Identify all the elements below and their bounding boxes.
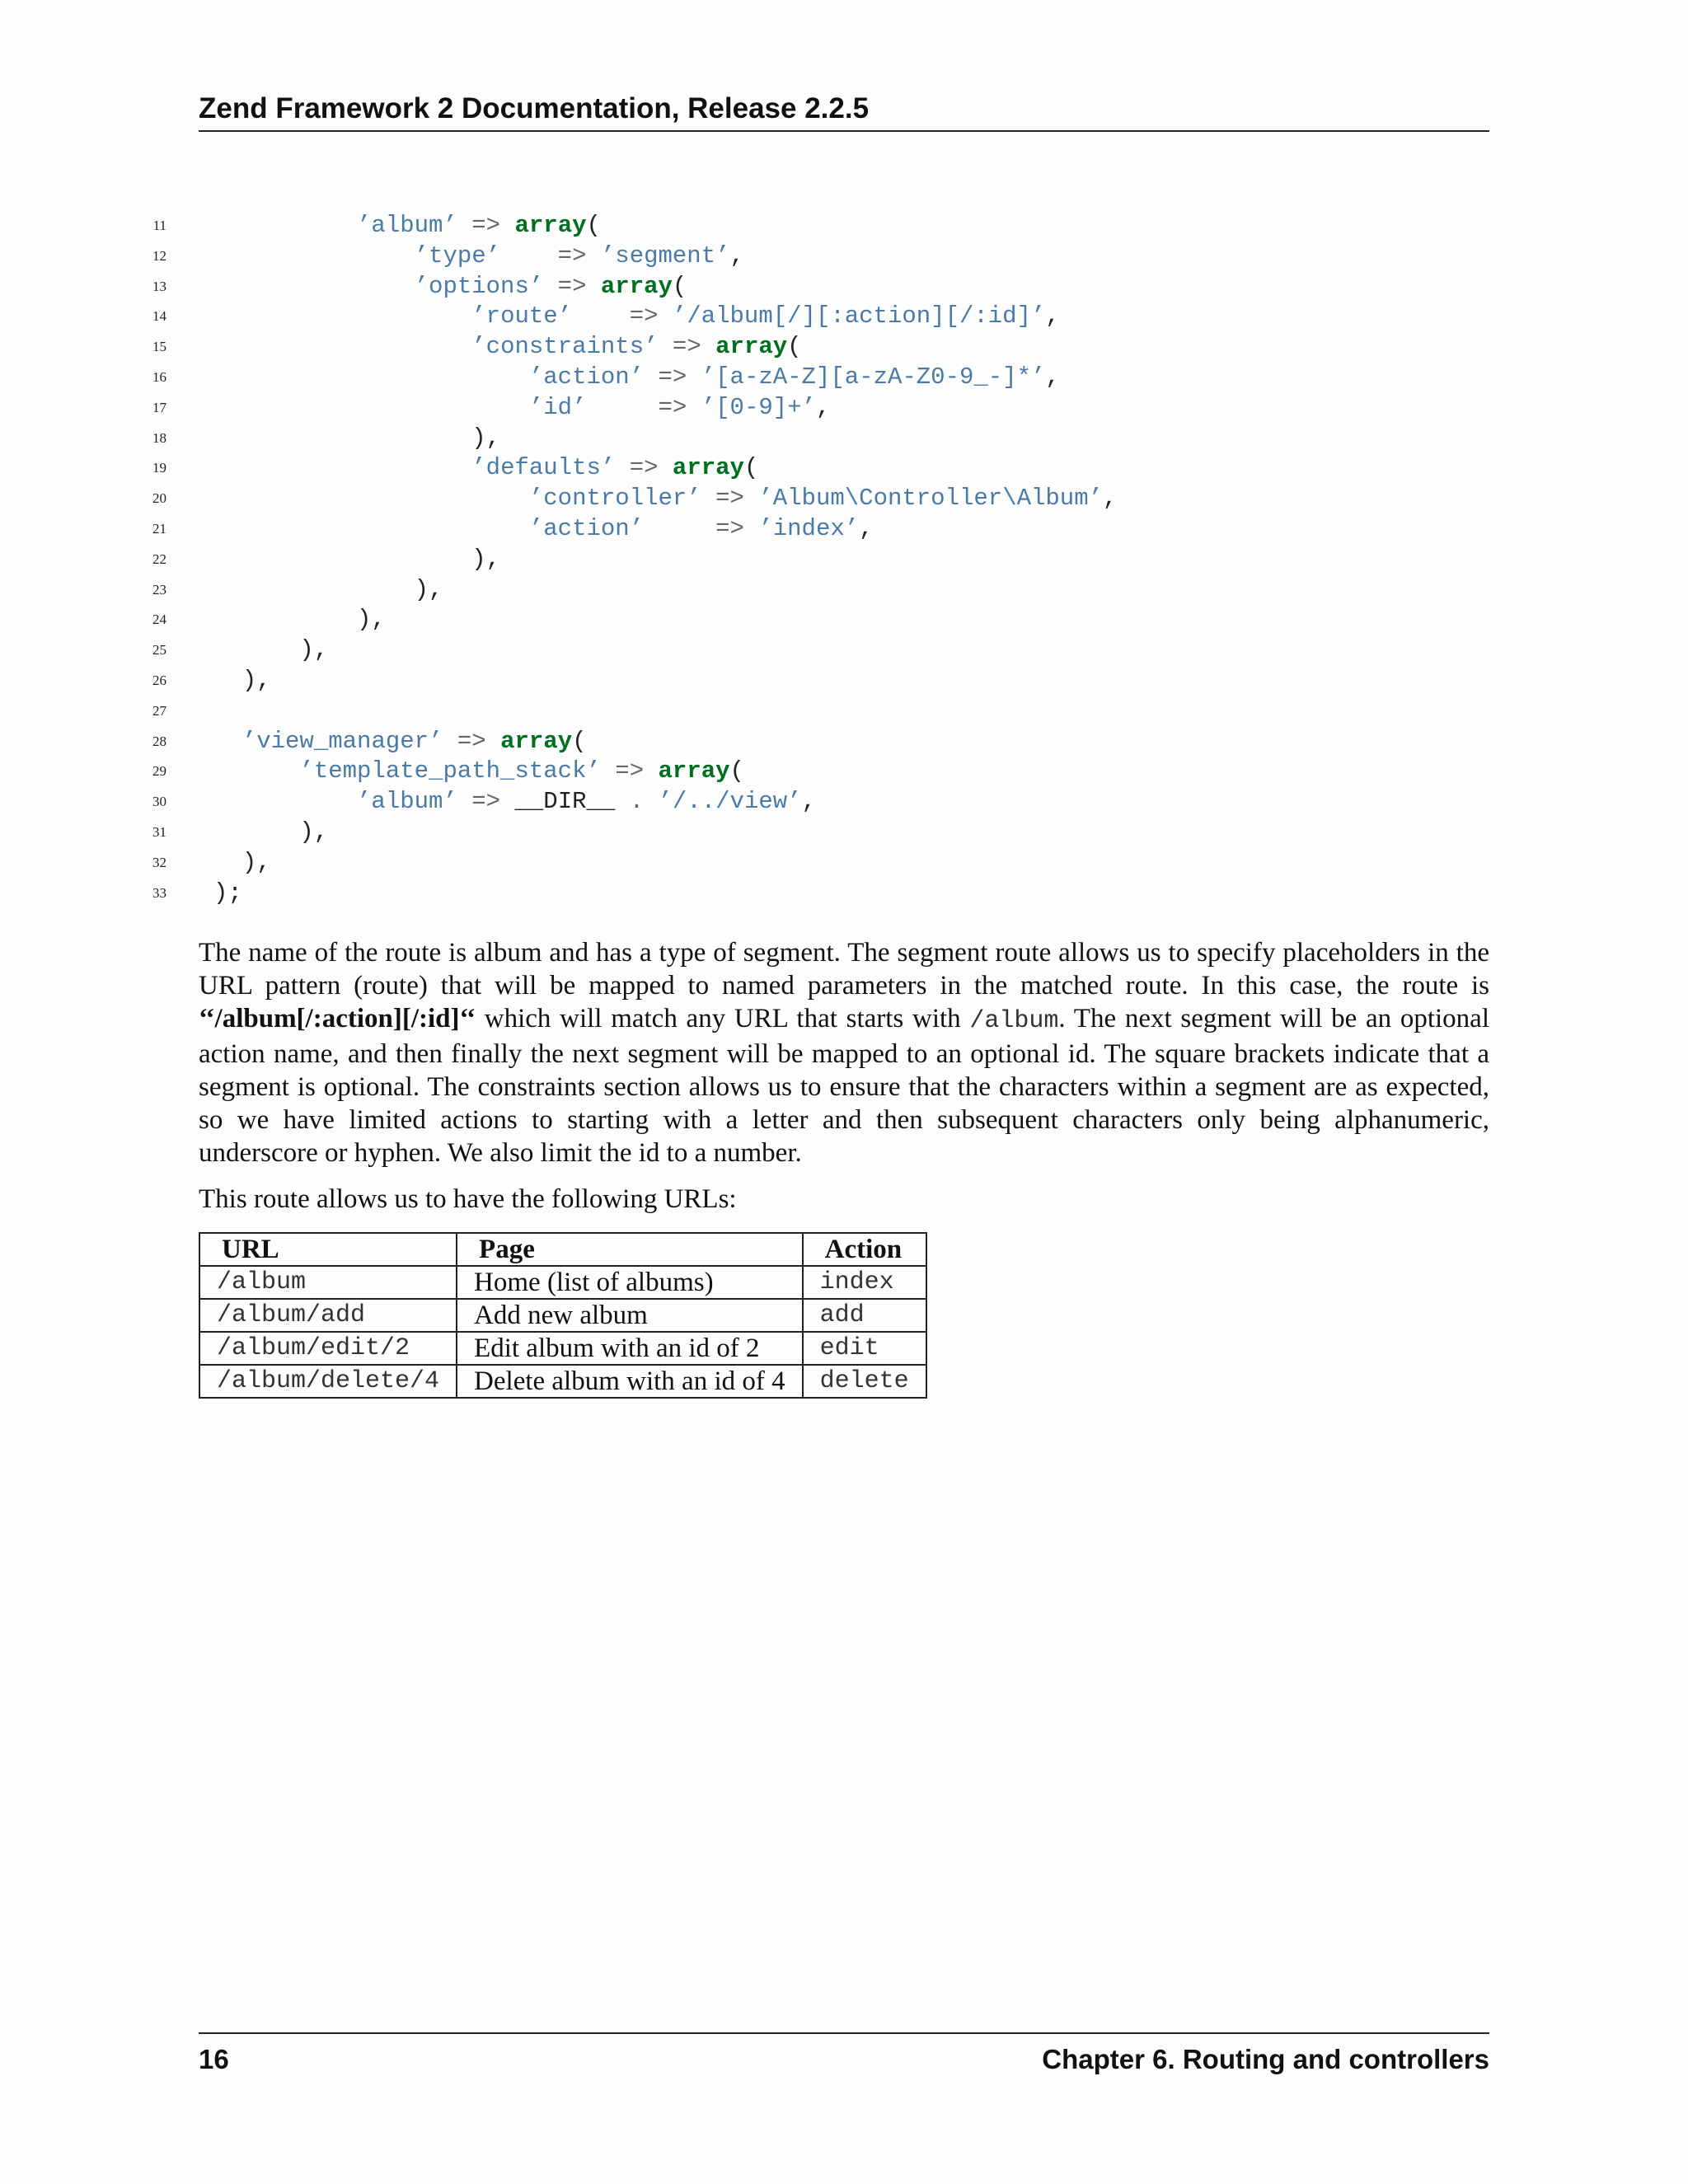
- code-token: array: [500, 727, 573, 755]
- page-cell: Add new album: [457, 1299, 803, 1332]
- code-line: [124, 332, 1492, 363]
- urls-table: [199, 1232, 927, 1399]
- code-token: ’route’: [471, 302, 573, 330]
- code-token: (: [586, 212, 601, 239]
- code-line: [124, 211, 1492, 241]
- action-cell: delete: [803, 1365, 926, 1398]
- line-number: 33: [152, 884, 166, 901]
- line-number: 24: [152, 612, 166, 628]
- code-line: [124, 424, 1492, 454]
- code-line: [124, 363, 1492, 393]
- code-token: =>: [644, 514, 759, 542]
- code-line: [124, 696, 1492, 727]
- code-text: [213, 332, 802, 363]
- code-line: [124, 393, 1492, 424]
- code-token: ’id’: [528, 393, 587, 421]
- code-token: ,: [729, 241, 744, 269]
- line-number: 14: [152, 308, 166, 325]
- action-cell: edit: [803, 1332, 926, 1365]
- code-token: =>: [701, 485, 759, 513]
- code-text: [213, 514, 874, 545]
- page-header: [199, 92, 1489, 132]
- line-number: 29: [152, 763, 166, 780]
- code-token: ),: [471, 424, 501, 452]
- paragraph-text: . The next segment will be an optional action name, and then finally the next segment will be mapped to an optional id. The square brackets indicate that a segment is optional. The constraints section allows us to ensure that the characters within a segment are as expected, so we have limited actions to starting with a letter and then subsequent characters only being alphanumeric, underscore or hyphen. We also limit the id to a number.: [199, 1004, 1489, 1168]
- line-number: 18: [152, 429, 166, 446]
- table-row: [199, 1266, 926, 1299]
- url-cell: /album/edit/2: [199, 1332, 457, 1365]
- code-line: [124, 757, 1492, 787]
- code-line: [124, 302, 1492, 332]
- table-header-row: [199, 1233, 926, 1266]
- code-token: (: [743, 454, 759, 482]
- code-token: ,: [801, 788, 816, 816]
- code-token: array: [658, 757, 730, 785]
- code-text: [213, 818, 328, 848]
- code-token: =>: [644, 363, 701, 391]
- code-token: =>: [615, 454, 673, 482]
- code-line: [124, 453, 1492, 484]
- line-number: 23: [152, 581, 166, 598]
- code-token: ,: [1103, 485, 1118, 513]
- code-token: .: [615, 788, 659, 816]
- code-token: =>: [658, 333, 716, 361]
- code-text: [213, 635, 328, 666]
- code-line: [124, 787, 1492, 818]
- line-number: 12: [152, 247, 166, 264]
- code-text: [213, 484, 1117, 514]
- code-token: array: [600, 272, 673, 300]
- code-text: [213, 879, 242, 909]
- code-line: [124, 666, 1492, 696]
- column-header-page: Page: [457, 1233, 803, 1266]
- code-token: ’defaults’: [471, 454, 616, 482]
- code-line: [124, 484, 1492, 514]
- code-line: [124, 727, 1492, 757]
- code-token: ’view_manager’: [241, 727, 443, 755]
- code-token: ),: [471, 545, 501, 573]
- code-token: ,: [859, 514, 874, 542]
- line-number: 30: [152, 794, 166, 810]
- code-text: [213, 787, 816, 818]
- code-text: [213, 453, 758, 484]
- code-token: ’album’: [357, 212, 457, 239]
- code-line: [124, 879, 1492, 909]
- code-block: [124, 211, 1492, 908]
- code-token: ’options’: [414, 272, 544, 300]
- code-text: [213, 211, 601, 241]
- action-cell: index: [803, 1266, 926, 1299]
- code-token: ’controller’: [528, 485, 701, 513]
- url-cell: /album/delete/4: [199, 1365, 457, 1398]
- code-token: ,: [1045, 302, 1060, 330]
- line-number: 21: [152, 520, 166, 537]
- line-number: 22: [152, 551, 166, 567]
- code-text: [213, 757, 744, 787]
- code-token: ,: [1045, 363, 1060, 391]
- code-text: [213, 848, 271, 879]
- url-cell: /album/add: [199, 1299, 457, 1332]
- code-token: ’/../view’: [658, 788, 802, 816]
- code-token: ’album’: [357, 788, 457, 816]
- code-token: ),: [299, 818, 329, 846]
- page-footer: [199, 2032, 1489, 2075]
- paragraph-text: The name of the route is album and has a type of segment. The segment route allows us to specify placeholders in the URL pattern (route) that will be mapped to named parameters in the matched route. In this case, the route is: [199, 938, 1489, 1001]
- page-number: 16: [199, 2044, 229, 2074]
- code-text: [213, 363, 1060, 393]
- code-token: ’[a-zA-Z][a-zA-Z0-9_-]*’: [701, 363, 1046, 391]
- code-token: =>: [500, 241, 601, 269]
- code-token: ),: [241, 848, 271, 876]
- code-token: (: [572, 727, 587, 755]
- code-token: array: [672, 454, 744, 482]
- code-text: [213, 424, 500, 454]
- code-text: [213, 545, 500, 575]
- code-text: [213, 272, 687, 302]
- code-line: [124, 575, 1492, 606]
- code-token: ’template_path_stack’: [299, 757, 601, 785]
- code-token: ’Album\Controller\Album’: [758, 485, 1104, 513]
- code-token: (: [729, 757, 744, 785]
- code-token: =>: [543, 272, 601, 300]
- code-text: [213, 393, 830, 424]
- code-text: [213, 605, 386, 635]
- code-token: __DIR__: [514, 788, 616, 816]
- code-line: [124, 848, 1492, 879]
- code-token: ,: [815, 393, 831, 421]
- line-number: 25: [152, 642, 166, 658]
- code-token: ’segment’: [600, 241, 730, 269]
- code-token: ’action’: [528, 363, 645, 391]
- code-text: [213, 575, 443, 606]
- code-text: [213, 241, 744, 272]
- column-header-url: URL: [199, 1233, 457, 1266]
- code-token: (: [672, 272, 687, 300]
- chapter-title: Chapter 6. Routing and controllers: [1042, 2044, 1489, 2074]
- code-line: [124, 818, 1492, 848]
- line-number: 32: [152, 854, 166, 870]
- paragraph-text: which will match any URL that starts with: [476, 1004, 970, 1033]
- code-token: =>: [457, 212, 515, 239]
- code-token: );: [213, 879, 242, 907]
- line-number: 26: [152, 672, 166, 688]
- inline-code: /album: [969, 1007, 1059, 1035]
- line-number: 13: [152, 278, 166, 294]
- line-number: 31: [152, 823, 166, 840]
- line-number: 19: [152, 460, 166, 476]
- code-token: ),: [414, 575, 443, 603]
- table-row: [199, 1332, 926, 1365]
- code-token: =>: [586, 393, 701, 421]
- code-token: ’index’: [758, 514, 860, 542]
- page-cell: Delete album with an id of 4: [457, 1365, 803, 1398]
- code-token: array: [514, 212, 587, 239]
- code-text: [213, 727, 587, 757]
- line-number: 20: [152, 490, 166, 507]
- code-line: [124, 272, 1492, 302]
- document-title: Zend Framework 2 Documentation, Release 2.2.5: [199, 92, 870, 124]
- code-line: [124, 241, 1492, 272]
- code-token: array: [715, 333, 788, 361]
- code-token: ’constraints’: [471, 333, 659, 361]
- column-header-action: Action: [803, 1233, 926, 1266]
- url-cell: /album: [199, 1266, 457, 1299]
- code-text: [213, 666, 271, 696]
- code-token: ),: [357, 606, 386, 634]
- code-line: [124, 545, 1492, 575]
- table-row: [199, 1365, 926, 1398]
- line-number: 15: [152, 339, 166, 355]
- code-line: [124, 635, 1492, 666]
- page-cell: Edit album with an id of 2: [457, 1332, 803, 1365]
- code-token: =>: [443, 727, 501, 755]
- line-number: 16: [152, 368, 166, 385]
- code-token: ’type’: [414, 241, 501, 269]
- line-number: 28: [152, 733, 166, 749]
- line-number: 27: [152, 702, 166, 719]
- table-row: [199, 1299, 926, 1332]
- code-line: [124, 605, 1492, 635]
- code-text: [213, 302, 1060, 332]
- code-token: (: [787, 333, 802, 361]
- code-token: ’[0-9]+’: [701, 393, 816, 421]
- line-number: 17: [152, 399, 166, 415]
- code-token: =>: [572, 302, 673, 330]
- line-number: 11: [152, 218, 166, 233]
- code-token: =>: [600, 757, 659, 785]
- page-cell: Home (list of albums): [457, 1266, 803, 1299]
- urls-intro-paragraph: This route allows us to have the following URLs:: [199, 1184, 737, 1214]
- code-token: =>: [457, 788, 515, 816]
- route-pattern-bold: ‘‘/album[/:action][/:id]‘‘: [199, 1004, 476, 1033]
- route-explanation-paragraph: [199, 936, 1489, 1169]
- action-cell: add: [803, 1299, 926, 1332]
- code-token: ),: [299, 636, 329, 664]
- code-token: ),: [241, 666, 271, 694]
- code-token: ’action’: [528, 514, 645, 542]
- code-token: ’/album[/][:action][/:id]’: [672, 302, 1046, 330]
- code-line: [124, 514, 1492, 545]
